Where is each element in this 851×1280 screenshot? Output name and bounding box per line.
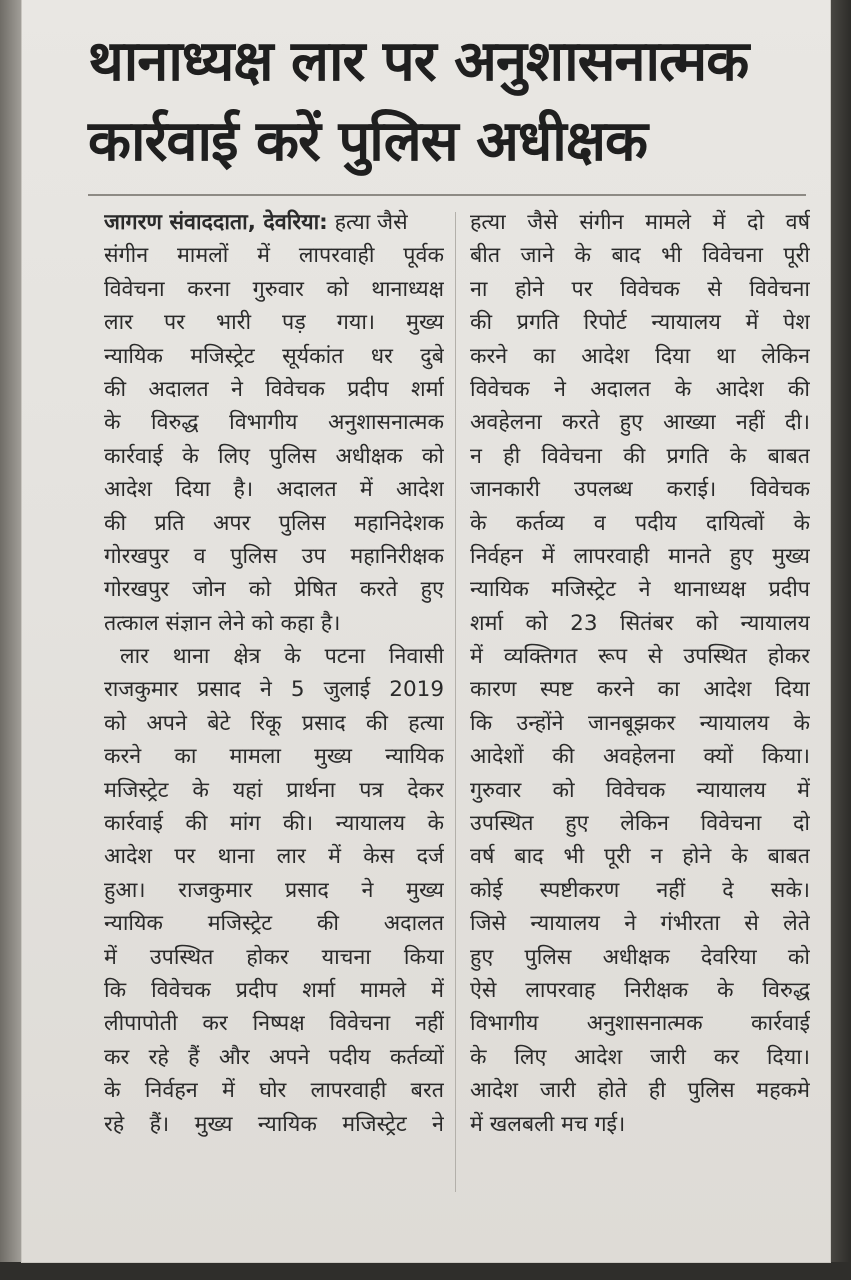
article-line: की अदालत ने विवेचक प्रदीप शर्मा (104, 376, 444, 402)
article-line: लार पर भारी पड़ गया। मुख्य (104, 310, 444, 336)
headline-line-2: कार्रवाई करें पुलिस अधीक्षक (88, 109, 647, 174)
article-line: में उपस्थित होकर याचना किया (104, 944, 444, 970)
article-line: विवेचक ने अदालत के आदेश की (470, 376, 810, 402)
article-line: जानकारी उपलब्ध कराई। विवेचक (470, 477, 810, 503)
page-edge-left (0, 0, 24, 1280)
article-line: की प्रति अपर पुलिस महानिदेशक (104, 510, 444, 536)
article-line: में व्यक्तिगत रूप से उपस्थित होकर (470, 644, 810, 670)
article-line: लीपापोती कर निष्पक्ष विवेचना नहीं (104, 1011, 444, 1037)
article-line: न्यायिक मजिस्ट्रेट सूर्यकांत धर दुबे (104, 343, 444, 369)
article-line: तत्काल संज्ञान लेने को कहा है। (104, 610, 341, 636)
article-line: के लिए आदेश जारी कर दिया। (470, 1044, 810, 1070)
article-line: के कर्तव्य व पदीय दायित्वों के (470, 510, 810, 536)
article-line: करने का मामला मुख्य न्यायिक (104, 744, 444, 770)
article-line: न्यायिक मजिस्ट्रेट की अदालत (104, 911, 444, 937)
article-line: मजिस्ट्रेट के यहां प्रार्थना पत्र देकर (104, 777, 444, 803)
article-line: को अपने बेटे रिंकू प्रसाद की हत्या (104, 710, 444, 736)
article-line: राजकुमार प्रसाद ने 5 जुलाई 2019 (104, 677, 444, 703)
article-line: के निर्वहन में घोर लापरवाही बरत (104, 1078, 444, 1104)
page-edge-right (830, 0, 851, 1280)
article-line: विवेचना करना गुरुवार को थानाध्यक्ष (104, 276, 444, 302)
article-line: निर्वहन में लापरवाही मानते हुए मुख्य (470, 543, 810, 569)
article-line: की प्रगति रिपोर्ट न्यायालय में पेश (470, 310, 810, 336)
article-line: जिसे न्यायालय ने गंभीरता से लेते (470, 911, 810, 937)
article-line: कि विवेचक प्रदीप शर्मा मामले में (104, 977, 444, 1003)
column-divider (455, 212, 456, 1192)
article-line: हुए पुलिस अधीक्षक देवरिया को (470, 944, 810, 970)
article-line: रहे हैं। मुख्य न्यायिक मजिस्ट्रेट ने (104, 1111, 444, 1137)
article-line: बीत जाने के बाद भी विवेचना पूरी (470, 243, 810, 269)
article-line: के विरुद्ध विभागीय अनुशासनात्मक (104, 410, 444, 436)
article-line: आदेशों की अवहेलना क्यों किया। (470, 744, 810, 770)
article-line: विभागीय अनुशासनात्मक कार्रवाई (470, 1011, 810, 1037)
article-line: गुरुवार को विवेचक न्यायालय में (470, 777, 810, 803)
headline (88, 22, 798, 182)
article-line: न्यायिक मजिस्ट्रेट ने थानाध्यक्ष प्रदीप (470, 577, 810, 603)
article-column-right (470, 206, 810, 1141)
article-line: शर्मा को 23 सितंबर को न्यायालय (470, 610, 810, 636)
article-line: गोरखपुर जोन को प्रेषित करते हुए (104, 577, 444, 603)
article-line: संगीन मामलों में लापरवाही पूर्वक (104, 243, 444, 269)
page-edge-bottom (0, 1262, 851, 1280)
article-line: अवहेलना करते हुए आख्या नहीं दी। (470, 410, 810, 436)
article-line: उपस्थित हुए लेकिन विवेचना दो (470, 811, 810, 837)
article-line: कार्रवाई के लिए पुलिस अधीक्षक को (104, 443, 444, 469)
article-line: हुआ। राजकुमार प्रसाद ने मुख्य (104, 877, 444, 903)
headline-line-1: थानाध्यक्ष लार पर अनुशासनात्मक (88, 29, 749, 94)
article-line (104, 206, 444, 239)
article-line: कोई स्पष्टीकरण नहीं दे सके। (470, 877, 810, 903)
article-column-left (104, 206, 444, 1141)
article-line: करने का आदेश दिया था लेकिन (470, 343, 810, 369)
article-line: कार्रवाई की मांग की। न्यायालय के (104, 811, 444, 837)
article-line: कि उन्होंने जानबूझकर न्यायालय के (470, 710, 810, 736)
article-line: कर रहे हैं और अपने पदीय कर्तव्यों (104, 1044, 444, 1070)
article-line: हत्या जैसे संगीन मामले में दो वर्ष (470, 210, 810, 235)
headline-rule (88, 194, 806, 196)
article-line: वर्ष बाद भी पूरी न होने के बाबत (470, 844, 810, 870)
article-line: में खलबली मच गई। (470, 1111, 626, 1137)
article-line: न ही विवेचना की प्रगति के बाबत (470, 443, 810, 469)
article-line: आदेश जारी होते ही पुलिस महकमे (470, 1078, 810, 1104)
article-line: ना होने पर विवेचक से विवेचना (470, 276, 810, 302)
article-line-text: हत्या जैसे (334, 210, 408, 235)
article-line: आदेश दिया है। अदालत में आदेश (104, 477, 444, 503)
article-line: ऐसे लापरवाह निरीक्षक के विरुद्ध (470, 977, 810, 1003)
article-line: कारण स्पष्ट करने का आदेश दिया (470, 677, 810, 703)
article-line: लार थाना क्षेत्र के पटना निवासी (120, 644, 444, 670)
dateline: जागरण संवाददाता, देवरिया: (104, 210, 328, 235)
article-line: आदेश पर थाना लार में केस दर्ज (104, 844, 444, 870)
article-line: गोरखपुर व पुलिस उप महानिरीक्षक (104, 543, 444, 569)
